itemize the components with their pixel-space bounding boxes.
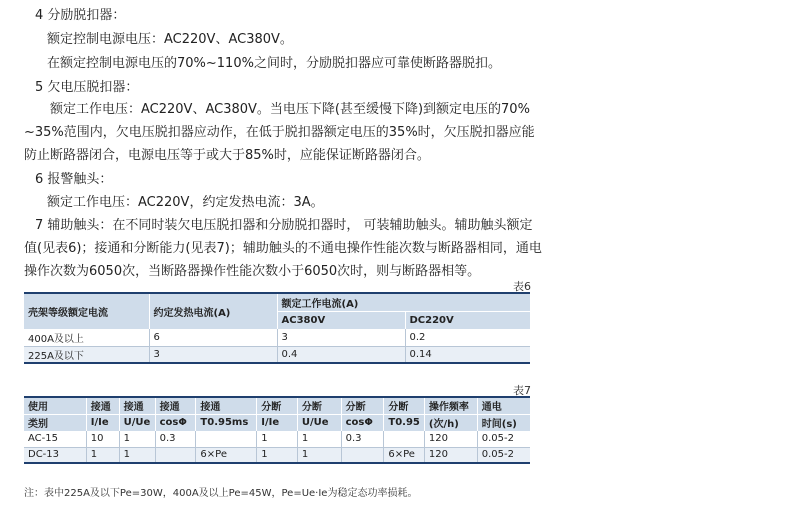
table7-header-break: 分断 (384, 397, 425, 414)
table7-header-make: 接通 (155, 397, 196, 414)
table-cell: 1 (297, 447, 341, 463)
paragraph-line: 防止断路器闭合，电源电压等于或大于85%时，应能保证断路器闭合。 (24, 148, 430, 163)
table7-subheader: 类别 (24, 414, 86, 431)
table7-header-break: 分断 (297, 397, 341, 414)
table7-subheader: T0.95ms (196, 414, 257, 431)
table7-subheader: I/Ie (86, 414, 119, 431)
table-cell: 0.05-2 (477, 447, 530, 463)
table6-header-rated-current: 壳架等级额定电流 (24, 293, 149, 329)
table-cell: AC-15 (24, 431, 86, 447)
section-7-heading: 7 辅助触头：在不同时装欠电压脱扣器和分励脱扣器时， 可装辅助触头。辅助触头额定 (35, 218, 533, 233)
table-cell: 1 (86, 447, 119, 463)
table7-header-energized: 通电 (477, 397, 530, 414)
table-cell: 3 (277, 329, 405, 346)
table6-header-ac380v: AC380V (277, 311, 405, 329)
paragraph-line: ~35%范围内，欠电压脱扣器应动作，在低于脱扣器额定电压的35%时，欠压脱扣器应能 (24, 125, 535, 140)
table-cell: 0.05-2 (477, 431, 530, 447)
table7-header-frequency: 操作频率 (424, 397, 477, 414)
table6-header-thermal-current: 约定发热电流(A) (149, 293, 277, 329)
table-cell: 0.3 (341, 431, 384, 447)
table7-subheader: T0.95 (384, 414, 425, 431)
table-cell: 120 (424, 431, 477, 447)
table-cell: 120 (424, 447, 477, 463)
table7-subheader: U/Ue (119, 414, 155, 431)
table7-subheader: U/Ue (297, 414, 341, 431)
table-cell: 0.4 (277, 346, 405, 363)
table-cell (196, 431, 257, 447)
table-row (24, 346, 530, 363)
table6-header-dc220v: DC220V (405, 311, 530, 329)
table-cell: 1 (297, 431, 341, 447)
table7 (24, 396, 530, 464)
table7-header-make: 接通 (119, 397, 155, 414)
table7-header-break: 分断 (257, 397, 298, 414)
table-cell: 6 (149, 329, 277, 346)
table7-header-break: 分断 (341, 397, 384, 414)
table-cell: 10 (86, 431, 119, 447)
table-cell (384, 431, 425, 447)
table-cell: 1 (257, 447, 298, 463)
paragraph-line: 操作次数为6050次，当断路器操作性能次数小于6050次时，则与断路器相等。 (24, 264, 481, 279)
table7-subheader: cosΦ (155, 414, 196, 431)
table-cell: 0.2 (405, 329, 530, 346)
table7-subheader: 时间(s) (477, 414, 530, 431)
table7-header-make: 接通 (86, 397, 119, 414)
table-cell: DC-13 (24, 447, 86, 463)
table-footnote: 注：表中225A及以下Pe=30W，400A及以上Pe=45W，Pe=Ue·Ie为稳定态功率损耗。 (24, 488, 418, 499)
table6-caption: 表6 (513, 280, 531, 293)
paragraph-line: 额定控制电源电压：AC220V、AC380V。 (47, 32, 293, 47)
table6 (24, 292, 530, 364)
table7-header-category: 使用 (24, 397, 86, 414)
paragraph-line: 在额定控制电源电压的70%~110%之间时，分励脱扣器应可靠使断路器脱扣。 (47, 56, 501, 71)
table-cell: 6×Pe (384, 447, 425, 463)
table-cell: 6×Pe (196, 447, 257, 463)
section-5-heading: 5 欠电压脱扣器： (35, 80, 139, 95)
table-row (24, 329, 530, 346)
table-cell: 1 (257, 431, 298, 447)
table7-subheader: (次/h) (424, 414, 477, 431)
table-cell: 0.14 (405, 346, 530, 363)
table-cell: 225A及以下 (24, 346, 149, 363)
table-cell (155, 447, 196, 463)
table6-header-operating-current: 额定工作电流(A) (277, 293, 530, 311)
table7-header-make: 接通 (196, 397, 257, 414)
table7-subheader: cosΦ (341, 414, 384, 431)
section-4-heading: 4 分励脱扣器： (35, 8, 126, 23)
table-cell (341, 447, 384, 463)
table-cell: 3 (149, 346, 277, 363)
paragraph-line: 额定工作电压：AC220V、AC380V。当电压下降(甚至缓慢下降)到额定电压的70% (50, 102, 530, 117)
table7-caption: 表7 (513, 384, 531, 397)
table-row (24, 447, 530, 463)
table-cell: 1 (119, 431, 155, 447)
paragraph-line: 额定工作电压：AC220V，约定发热电流：3A。 (47, 195, 324, 210)
paragraph-line: 值(见表6)；接通和分断能力(见表7)；辅助触头的不通电操作性能次数与断路器相同，通电 (24, 241, 542, 256)
table-row (24, 431, 530, 447)
table-cell: 0.3 (155, 431, 196, 447)
table7-subheader: I/Ie (257, 414, 298, 431)
table-cell: 400A及以上 (24, 329, 149, 346)
table-cell: 1 (119, 447, 155, 463)
section-6-heading: 6 报警触头： (35, 172, 113, 187)
